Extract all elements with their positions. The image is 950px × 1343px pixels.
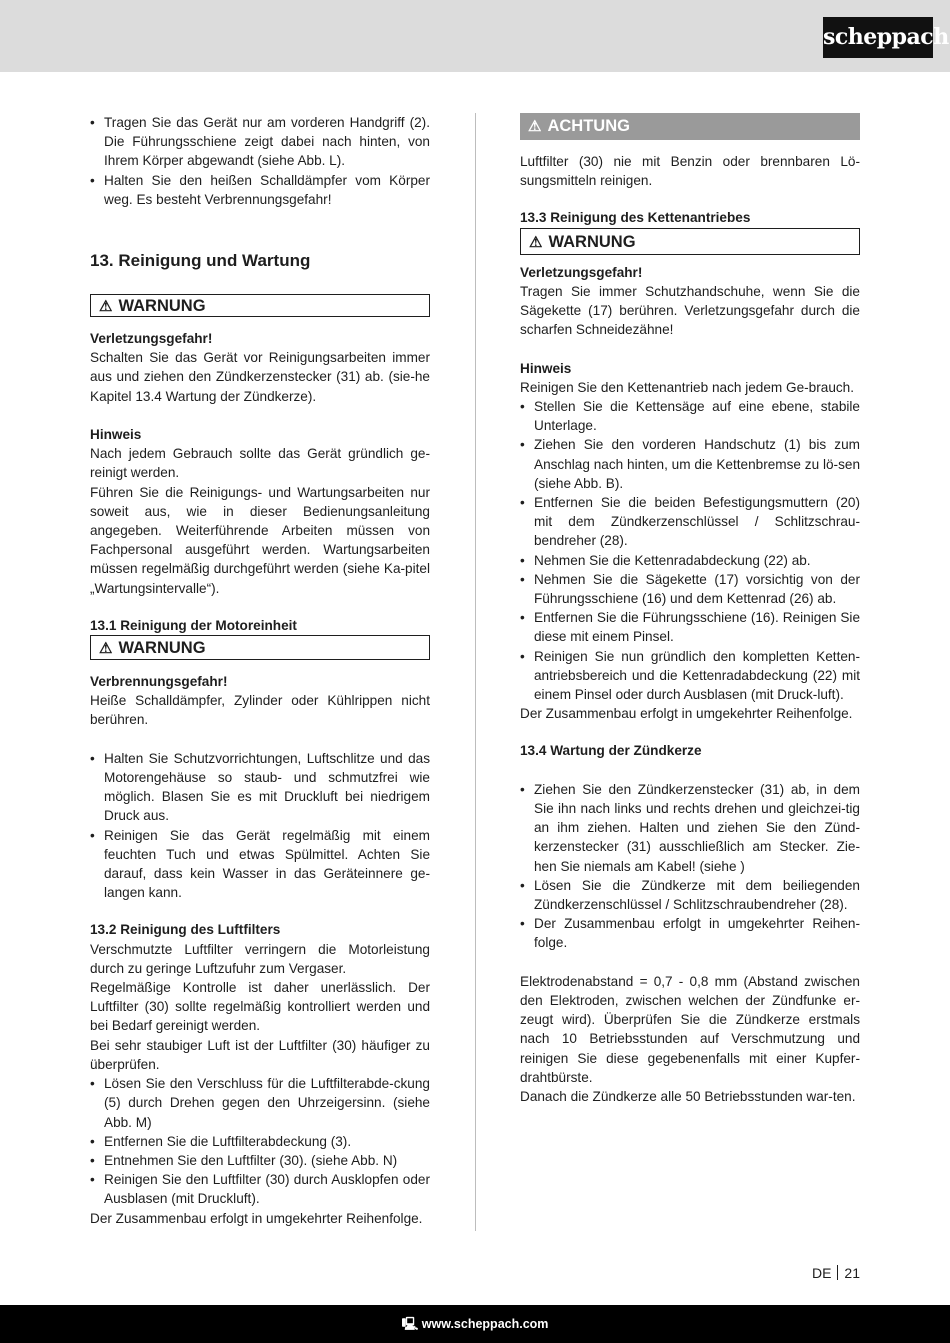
sparkplug-text-2: Danach die Zündkerze alle 50 Betriebsstunden war-ten. bbox=[520, 1089, 856, 1105]
airfilter-text-3: Bei sehr staubiger Luft ist der Luftfilter (30) häufiger zu überprüfen. bbox=[90, 1037, 430, 1072]
list-item: • Lösen Sie die Zündkerze mit dem beiliegenden Zündkerzenschlüssel / Schlitzschraubendreher (28). bbox=[520, 876, 860, 914]
chain-hinweis-heading: Hinweis bbox=[520, 360, 572, 376]
page-number-value: 21 bbox=[844, 1265, 860, 1281]
warning-heading: Verletzungsgefahr! bbox=[90, 331, 213, 347]
list-item: • Entfernen Sie die Führungsschiene (16). Reinigen Sie diese mit einem Pinsel. bbox=[520, 608, 860, 646]
section-13-2-title: 13.2 Reinigung des Luftfilters bbox=[90, 922, 281, 938]
sparkplug-list bbox=[520, 780, 860, 953]
airfilter-text-2: Regelmäßige Kontrolle ist daher unerlässlich. Der Luftfilter (30) sollte regelmäßig kontrolliert werden und bei Bedarf gereinigt werden. bbox=[90, 980, 430, 1034]
warning-text: Schalten Sie das Gerät vor Reinigungsarbeiten immer aus und ziehen den Zündkerzenstecker (31) ab. (sie-he Kapitel 13.4 Wartung der Zündkerze). bbox=[90, 350, 430, 404]
warning-triangle-icon: ⚠ bbox=[528, 118, 542, 135]
list-item: • Reinigen Sie den Luftfilter (30) durch Ausklopfen oder Ausblasen (mit Druckluft). bbox=[90, 1170, 430, 1208]
list-item: • Lösen Sie den Verschluss für die Luftfilterabde-ckung (5) durch Drehen gegen den Uhrzeigersinn. (siehe Abb. M) bbox=[90, 1074, 430, 1132]
achtung-label: ACHTUNG bbox=[547, 117, 630, 135]
list-item: • Reinigen Sie das Gerät regelmäßig mit einem feuchten Tuch und etwas Spülmittel. Achten Sie darauf, dass kein Wasser in das Geräteinnere ge-langen kann. bbox=[90, 826, 430, 903]
footer-url[interactable]: www.scheppach.com bbox=[421, 1317, 549, 1331]
burn-warning-heading: Verbrennungsgefahr! bbox=[90, 674, 228, 690]
list-item: • Ziehen Sie den vorderen Handschutz (1) bis zum Anschlag nach hinten, um die Kettenbremse zu lö-sen (siehe Abb. B). bbox=[520, 435, 860, 493]
hinweis-text-1: Nach jedem Gebrauch sollte das Gerät gründlich ge-reinigt werden. bbox=[90, 446, 430, 481]
list-item: • Nehmen Sie die Kettenradabdeckung (22) ab. bbox=[520, 551, 860, 570]
list-item: • Ziehen Sie den Zündkerzenstecker (31) ab, in dem Sie ihn nach links und rechts drehen und gleichzei-tig an ihm ziehen. Halten und ziehen Sie den Zünd-kerzenstecker (31) ausschließlich am Stecker. Zie-hen Sie niemals am Kabel! (siehe ) bbox=[520, 780, 860, 876]
monitor-icon: 🖳 bbox=[401, 1317, 422, 1331]
sparkplug-text-1: Elektrodenabstand = 0,7 - 0,8 mm (Abstand zwischen den Elektroden, zwischen welchen der Zündfunke er-zeugt wird). Überprüfen Sie die Zündkerze erstmals nach 10 Betriebsstunden auf Verschmutzung und reinigen Sie diese gegebenenfalls mit einer Kupfer-drahtbürste. bbox=[520, 973, 860, 1085]
list-item: • Entfernen Sie die beiden Befestigungsmuttern (20) mit dem Zündkerzenschlüssel / Schlitzschrau-bendreher (28). bbox=[520, 493, 860, 551]
intro-bullet-list bbox=[90, 113, 430, 209]
page-language: DE bbox=[811, 1265, 832, 1281]
chain-warning-heading: Verletzungsgefahr! bbox=[520, 264, 643, 280]
chain-hinweis-text: Reinigen Sie den Kettenantrieb nach jedem Ge-brauch. bbox=[520, 379, 855, 395]
hinweis-text-2: Führen Sie die Reinigungs- und Wartungsarbeiten nur soweit aus, wie in dieser Bedienungsanleitung angegeben. Weiterführende Arbeiten müssen von Fachpersonal ausgeführt werden. Wartungsarbeiten müssen regelmäßig durchgeführt werden (siehe Ka-pitel „Wartungsintervalle“). bbox=[90, 484, 430, 596]
brand-logo: scheppach bbox=[823, 17, 933, 58]
list-item: • Reinigen Sie nun gründlich den kompletten Ketten-antriebsbereich und die Kettenradabdeckung (22) mit einem Pinsel oder durch Ausblasen (mit Druck-luft). bbox=[520, 647, 860, 705]
chain-cleaning-list bbox=[520, 397, 860, 704]
section-13-title: 13. Reinigung und Wartung bbox=[90, 251, 311, 271]
list-item: • Halten Sie Schutzvorrichtungen, Luftschlitze und das Motorengehäuse so staub- und schmutzfrei wie möglich. Blasen Sie es mit Druckluft bei niedrigem Druck aus. bbox=[90, 749, 430, 826]
list-item: • Halten Sie den heißen Schalldämpfer vom Körper weg. Es besteht Verbrennungsgefahr! bbox=[90, 171, 430, 209]
airfilter-list bbox=[90, 1074, 430, 1208]
footer-bar bbox=[0, 1305, 950, 1343]
hinweis-heading: Hinweis bbox=[90, 427, 142, 443]
warning-triangle-icon: ⚠ bbox=[99, 298, 113, 316]
column-divider bbox=[475, 113, 476, 1231]
list-item: • Stellen Sie die Kettensäge auf eine ebene, stabile Unterlage. bbox=[520, 397, 860, 435]
list-item: • Nehmen Sie die Sägekette (17) vorsichtig von der Führungsschiene (16) und dem Kettenrad (26) ab. bbox=[520, 570, 860, 608]
motor-cleaning-list bbox=[90, 749, 430, 903]
warning-box bbox=[90, 294, 430, 317]
burn-warning-text: Heiße Schalldämpfer, Zylinder oder Kühlrippen nicht berühren. bbox=[90, 693, 430, 728]
achtung-text: Luftfilter (30) nie mit Benzin oder brennbaren Lö-sungsmitteln reinigen. bbox=[520, 154, 860, 189]
warning-label: WARNUNG bbox=[548, 232, 636, 251]
airfilter-closing: Der Zusammenbau erfolgt in umgekehrter Reihenfolge. bbox=[90, 1210, 423, 1226]
warning-label: WARNUNG bbox=[118, 297, 206, 316]
chain-closing: Der Zusammenbau erfolgt in umgekehrter Reihenfolge. bbox=[520, 706, 853, 722]
airfilter-text-1: Verschmutzte Luftfilter verringern die Motorleistung durch zu geringe Luftzufuhr zum Vergaser. bbox=[90, 941, 430, 976]
list-item: • Tragen Sie das Gerät nur am vorderen Handgriff (2). Die Führungsschiene zeigt dabei nach hinten, von Ihrem Körper abgewandt (siehe Abb. L). bbox=[90, 113, 430, 171]
header-bar bbox=[0, 0, 950, 72]
left-column bbox=[90, 113, 430, 1228]
achtung-box bbox=[520, 113, 860, 140]
list-item: • Entnehmen Sie den Luftfilter (30). (siehe Abb. N) bbox=[90, 1151, 430, 1170]
section-13-3-title: 13.3 Reinigung des Kettenantriebes bbox=[520, 210, 751, 226]
warning-triangle-icon: ⚠ bbox=[529, 233, 543, 251]
warning-triangle-icon: ⚠ bbox=[99, 640, 113, 658]
list-item: • Entfernen Sie die Luftfilterabdeckung (3). bbox=[90, 1132, 430, 1151]
warning-box bbox=[90, 635, 430, 660]
warning-label: WARNUNG bbox=[118, 639, 206, 658]
list-item: • Der Zusammenbau erfolgt in umgekehrter Reihen-folge. bbox=[520, 914, 860, 952]
section-13-1-title: 13.1 Reinigung der Motoreinheit bbox=[90, 617, 297, 633]
chain-warning-text: Tragen Sie immer Schutzhandschuhe, wenn Sie die Sägekette (17) berühren. Verletzungsgefahr durch die scharfen Schneidezähne! bbox=[520, 283, 860, 338]
right-column bbox=[520, 113, 860, 1106]
page-number bbox=[812, 1265, 860, 1281]
section-13-4-title: 13.4 Wartung der Zündkerze bbox=[520, 743, 702, 759]
warning-box bbox=[520, 228, 860, 255]
